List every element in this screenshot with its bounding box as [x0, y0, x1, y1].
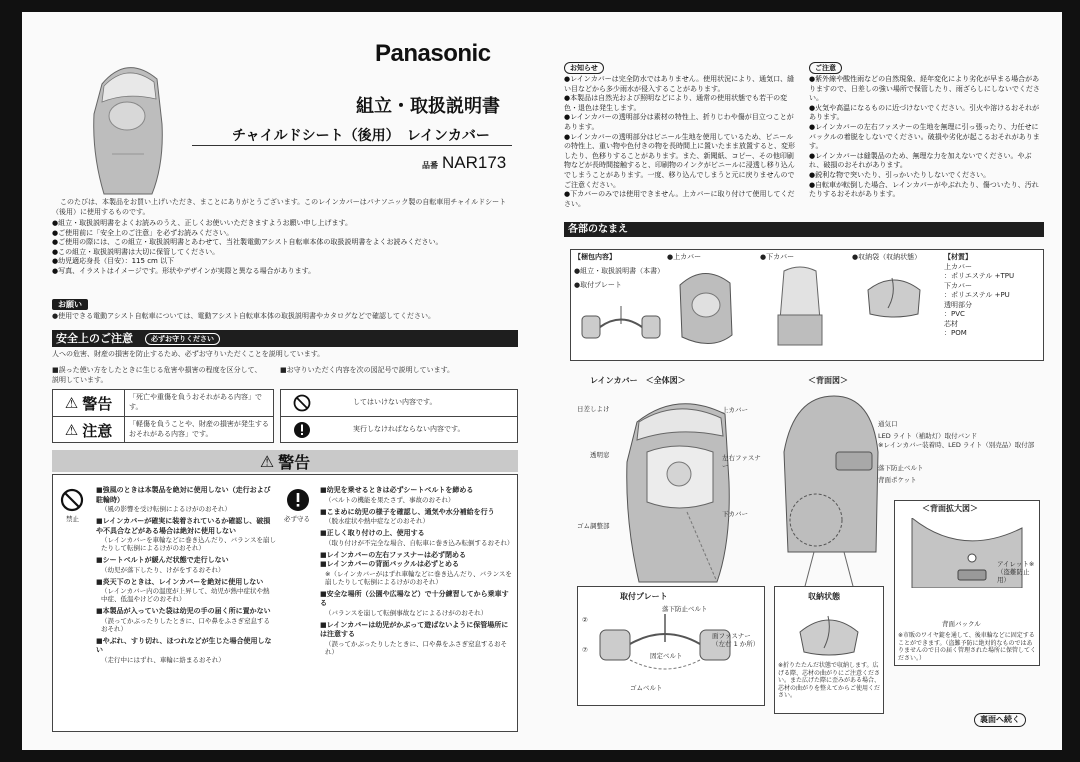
- oshirase-item: ●レインカバーは完全防水ではありません。使用状況により、通気口、縫い目などから多少雨水が侵入することがあります。: [564, 75, 795, 93]
- back-detail-callout: 背面バックル: [942, 620, 981, 628]
- caution-triangle-icon: ⚠: [64, 421, 79, 439]
- warning-item-head: ■やぶれ、すり切れ、ほつれなどが生じた場合使用しない: [96, 636, 272, 654]
- intro-bullet: ●組立・取扱説明書をよくお読みのうえ、正しくお使いいただきますようお願い申し上げます。: [52, 219, 352, 227]
- material-line: ：POM: [944, 329, 967, 337]
- overall-callout: 透明窓: [590, 451, 610, 459]
- prohibit-icon: [281, 390, 323, 417]
- warning-level-desc: 「死亡や重傷を負うおそれがある内容」です。: [129, 393, 262, 411]
- gochui-item: ●自転車が転倒した場合、レインカバーがやぶれたり、傷ついたり、汚れたりするおそれがあります。: [809, 180, 1039, 199]
- warning-item-sub: （誤ってかぶったりしたときに、口や鼻をふさぎ窒息するおそれ）: [101, 616, 270, 633]
- warning-section-title: 警告: [278, 452, 311, 472]
- back-detail-note: ※市販のワイヤ錠を通して、後車輪などに固定することができます。（盗難予防に絶対的なものではありませんので日の届く管理された場所に保管してください。）: [898, 632, 1037, 662]
- overall-illustration: [617, 392, 747, 592]
- warning-triangle-icon: ⚠: [64, 394, 79, 412]
- subtitle-rule: [192, 145, 512, 146]
- warning-item-sub: （脱水症状や熱中症などのおそれ）: [325, 517, 429, 525]
- storage-label: ●収納袋（収納状態）: [852, 253, 922, 261]
- upper-cover-thumb: [672, 265, 736, 353]
- plate-marker: ⑦: [582, 646, 588, 654]
- warning-item-sub: （取り付けが不完全な場合、自転車に巻き込み転倒するおそれ）: [325, 538, 514, 547]
- warning-item-sub: （レインカバー内の温度が上昇して、幼児が熱中症状や熱中症、低温やけどのおそれ）: [101, 587, 270, 603]
- level-table: [52, 389, 274, 443]
- safety-note2: ■お守りいただく内容を次の図記号で説明しています。: [280, 366, 455, 374]
- overall-callout: 日差しよけ: [577, 405, 610, 413]
- must-big-icon: [286, 488, 310, 512]
- brand-logo: Panasonic: [375, 40, 491, 67]
- warning-item-head: ■レインカバーは幼児がかぶって遊ばないように保管場所には注意する: [320, 620, 509, 638]
- warning-section-icon: ⚠: [259, 451, 275, 471]
- storage-illustration: [794, 608, 864, 658]
- warning-item-sub: （誤ってかぶったりしたときに、口や鼻をふさぎ窒息するおそれ）: [325, 639, 507, 656]
- manual-sheet: [22, 12, 1062, 750]
- warning-item-sub: （ベルトの機能を果たさず、事故のおそれ）: [325, 495, 455, 504]
- warning-item-head: ■幼児を乗せるときは必ずシートベルトを締める: [320, 486, 474, 494]
- storage-note: ※折りたたんだ状態で収納します。広げる際、芯材の曲がりにご注意ください。また広げた際に歪みがある場合、芯材の曲がりを整えてからご使用ください。: [778, 662, 881, 699]
- must-do-icon: [281, 417, 323, 443]
- caution-level-desc: 「軽傷を負うことや、財産の損害が発生するおそれがある内容」です。: [129, 420, 269, 438]
- package-item: ●取付プレート: [574, 281, 622, 289]
- plate-callout: 面ファスナー（左右 1 か所）: [712, 632, 760, 648]
- overall-callout: 左右ファスナー: [722, 454, 761, 470]
- must-caption: 必ず守る: [284, 515, 310, 523]
- overall-callout: 下カバー: [722, 510, 748, 518]
- intro-bullet: ●ご使用前に「安全上のご注意」を必ずお読みください。: [52, 228, 234, 237]
- warning-item-sub: （レインカバーを車輪などに巻き込んだり、バランスを崩したりして転倒によるけがのおそれ）: [101, 536, 276, 552]
- warning-item-head: ■強風のときは本製品を絶対に使用しない（走行および駐輪時）: [96, 486, 271, 504]
- warning-item-sub: （幼児が落下したり、けがをするおそれ）: [101, 565, 225, 574]
- page-subtitle: チャイルドシート（後用） レインカバー: [232, 128, 490, 144]
- oshirase-item: ●下カバーのみでは使用できません。上カバーに取り付けて使用してください。: [564, 190, 795, 208]
- intro-bullet: ●幼児適応身長（目安）：115 cm 以下: [52, 257, 175, 266]
- intro-bullet: ●ご使用の際には、この組立・取扱説明書とあわせて、当社製電動アシスト自転車本体の取扱説明書をよくお読みください。: [52, 238, 443, 247]
- material-line: 芯材: [944, 319, 958, 328]
- material-line: ：ポリエステル +PU: [944, 291, 1010, 299]
- warning-item-head: ■本製品が入っていた袋は幼児の手の届く所に置かない: [96, 607, 271, 615]
- storage-bag-thumb: [862, 270, 926, 320]
- onegai-label: お願い: [52, 299, 88, 310]
- warning-right-list: [320, 486, 512, 656]
- safety-title-bar: [52, 330, 518, 347]
- warning-item-head: ■レインカバーの左右ファスナーは必ず閉める ■レインカバーの背面バックルは必ずとめる: [320, 550, 466, 568]
- warning-item-sub: （風の影響を受け転倒によるけがのおそれ）: [101, 505, 231, 513]
- plate-callout: 固定ベルト: [650, 652, 683, 660]
- continue-label: 裏面へ続く: [974, 713, 1026, 727]
- intro-lead: このたびは、本製品をお買い上げいただき、まことにありがとうございます。このレインカバーはパナソニック製の自転車用チャイルドシート（後用）に使用するものです。: [52, 198, 507, 216]
- plate-callout: 落下防止ベルト: [662, 605, 708, 613]
- plate-marker: ②: [582, 616, 588, 624]
- onegai-text: ●使用できる電動アシスト自転車については、電動アシスト自転車本体の取扱説明書やカタログなどで確認してください。: [52, 312, 435, 320]
- oshirase-item: ●本製品は自然光および照明などにより、通常の使用状態でも若干の変色・退色は発生します。: [564, 94, 788, 112]
- warning-item: [96, 517, 276, 552]
- upper-cover-label: ●上カバー: [667, 253, 702, 261]
- warning-item: [320, 551, 512, 586]
- warning-item: [96, 556, 276, 574]
- material-line: ：PVC: [944, 310, 965, 318]
- overall-callout: ゴム調整部: [577, 522, 610, 530]
- lower-cover-thumb: [770, 265, 830, 355]
- model-label: 品番: [422, 161, 438, 170]
- gochui-item: ●火気や高温になるものに近づけないでください。引火や溶けるおそれがあります。: [809, 103, 1040, 122]
- symbol-table: [280, 389, 518, 443]
- warning-item-head: ■安全な場所（公園や広場など）で十分練習してから乗車する: [320, 589, 509, 607]
- plate-thumb: [578, 302, 664, 348]
- warning-level-cell: [53, 390, 125, 416]
- overall-title: レインカバー ＜全体図＞: [590, 376, 686, 385]
- gochui-label: ご注意: [809, 62, 842, 74]
- warning-item: [320, 590, 512, 617]
- back-callout: ※レインカバー装着時、LED ライト（別売品）取付部: [878, 441, 1035, 449]
- overall-callout: 上カバー: [722, 406, 748, 414]
- material-line: 透明部分: [944, 300, 972, 309]
- prohibit-desc: してはいけない内容です。: [353, 398, 437, 407]
- materials-list: [944, 253, 1040, 339]
- hero-illustration: [82, 54, 172, 204]
- warning-level-label: 警告: [82, 394, 113, 413]
- material-line: 下カバー: [944, 281, 972, 290]
- warning-item: [320, 529, 512, 547]
- warning-item: [96, 607, 276, 633]
- warning-item: [320, 486, 512, 504]
- warning-item-head: ■炎天下のときは、レインカバーを絶対に使用しない: [96, 577, 264, 586]
- oshirase-list: [564, 75, 799, 209]
- plate-title: 取付プレート: [620, 592, 668, 601]
- must-desc: 実行しなければならない内容です。: [353, 425, 465, 434]
- intro-bullet: ●写真、イラストはイメージです。形状やデザインが実際と異なる場合があります。: [52, 266, 316, 275]
- material-line: 上カバー: [944, 262, 972, 271]
- oshirase-item: ●レインカバーの透明部分は素材の特性上、折りじわや傷が目立つことがあります。: [564, 113, 794, 131]
- oshirase-item: ●レインカバーの透明部分はビニール生地を使用しているため、ビニールの特性上、重い物や色付きの物を長時間上に置いたまま放置すると、変形したり、色移りすることがあります。また、新聞紙、コピー、その他印刷物などが長時間接触すると、印刷物のインクがビニールに浸透し移り込んでしまうことがあります。一度、移り込んでしまうと元に戻りませんのでご注意ください。: [564, 132, 795, 189]
- warning-item: [320, 621, 512, 656]
- storage-title: 収納状態: [808, 592, 840, 601]
- gochui-list: [809, 75, 1044, 200]
- caution-level-cell: [53, 417, 125, 443]
- back-callout: 落下防止ベルト: [878, 464, 924, 472]
- prohibit-caption: 禁止: [66, 515, 79, 523]
- back-title: ＜背面図＞: [808, 376, 848, 385]
- safety-pill: 必ずお守りください: [145, 333, 220, 345]
- safety-note1: ■誤った使い方をしたときに生じる危害や損害の程度を区分して、説明しています。: [52, 366, 262, 384]
- warning-item: [320, 508, 512, 526]
- warning-item: [96, 578, 276, 604]
- intro-bullet: ●この組立・取扱説明書は大切に保管してください。: [52, 247, 220, 256]
- back-callout: 背面ポケット: [878, 476, 917, 484]
- model-value: NAR173: [442, 153, 507, 172]
- warning-left-list: [96, 486, 276, 664]
- safety-title: 安全上のご注意: [56, 331, 133, 345]
- material-label: 【材質】: [944, 253, 972, 261]
- warning-item-head: ■レインカバーが確実に装着されているか確認し、破損や不具合などがある場合は絶対に使用しない: [96, 517, 271, 535]
- back-illustration: [774, 392, 884, 592]
- plate-callout: ゴムベルト: [630, 684, 663, 692]
- intro-bullets: [52, 219, 532, 277]
- oshirase-label: お知らせ: [564, 62, 604, 74]
- gochui-item: ●レインカバーの左右ファスナーの生地を無理に引っ張ったり、力任せにバックルの着脱をしないでください。破損や劣化が起こるおそれがあります。: [809, 122, 1040, 151]
- material-line: ：ポリエステル +TPU: [944, 272, 1015, 280]
- package-label: 【梱包内容】: [574, 253, 616, 261]
- warning-section-bar: [52, 450, 518, 472]
- warning-item-sub: （バランスを崩して転倒事故などによるけがのおそれ）: [325, 608, 488, 617]
- caution-level-label: 注意: [82, 421, 113, 440]
- warning-item: [96, 486, 276, 513]
- parts-title-bar: 各部のなまえ: [564, 222, 1044, 237]
- prohibit-big-icon: [60, 488, 84, 512]
- back-detail-callout: アイレット※（盗難防止用）: [997, 560, 1035, 584]
- warning-item-head: ■シートベルトが緩んだ状態で走行しない: [96, 556, 229, 564]
- warning-item-sub: ※（レインカバーがはずれ車輪などに巻き込んだり、バランスを崩したりして転倒によるけがのおそれ）: [325, 569, 512, 586]
- package-item: ●組立・取扱説明書（本書）: [574, 267, 665, 275]
- warning-item-sub: （走行中にはずれ、車輪に絡まるおそれ）: [101, 655, 225, 664]
- warning-item: [96, 637, 276, 664]
- back-callout: 通気口: [878, 420, 898, 428]
- warning-item-head: ■正しく取り付けの上、使用する: [320, 529, 425, 537]
- back-detail-title: ＜背面拡大図＞: [922, 504, 978, 513]
- page-title: 組立・取扱説明書: [356, 96, 500, 117]
- back-callout: LED ライト（補助灯）取付バンド: [878, 432, 978, 440]
- gochui-item: ●紫外線や酸性雨などの自然現象、経年変化により劣化が早まる場合がありますので、日差しの強い場所で保管したり、雨ざらしにしないでください。: [809, 75, 1040, 103]
- gochui-item: ●鋭利な物で突いたり、引っかいたりしないでください。: [809, 170, 991, 179]
- lower-cover-label: ●下カバー: [760, 253, 795, 261]
- gochui-item: ●レインカバーは縫製品のため、無理な力を加えないでください。やぶれ、破損のおそれがあります。: [809, 151, 1032, 170]
- warning-item-head: ■こまめに幼児の様子を確認し、通気や水分補給を行う: [320, 507, 495, 516]
- model-number: [422, 153, 506, 173]
- safety-desc: 人への危害、財産の損害を防止するため、必ずお守りいただくことを説明しています。: [52, 350, 325, 358]
